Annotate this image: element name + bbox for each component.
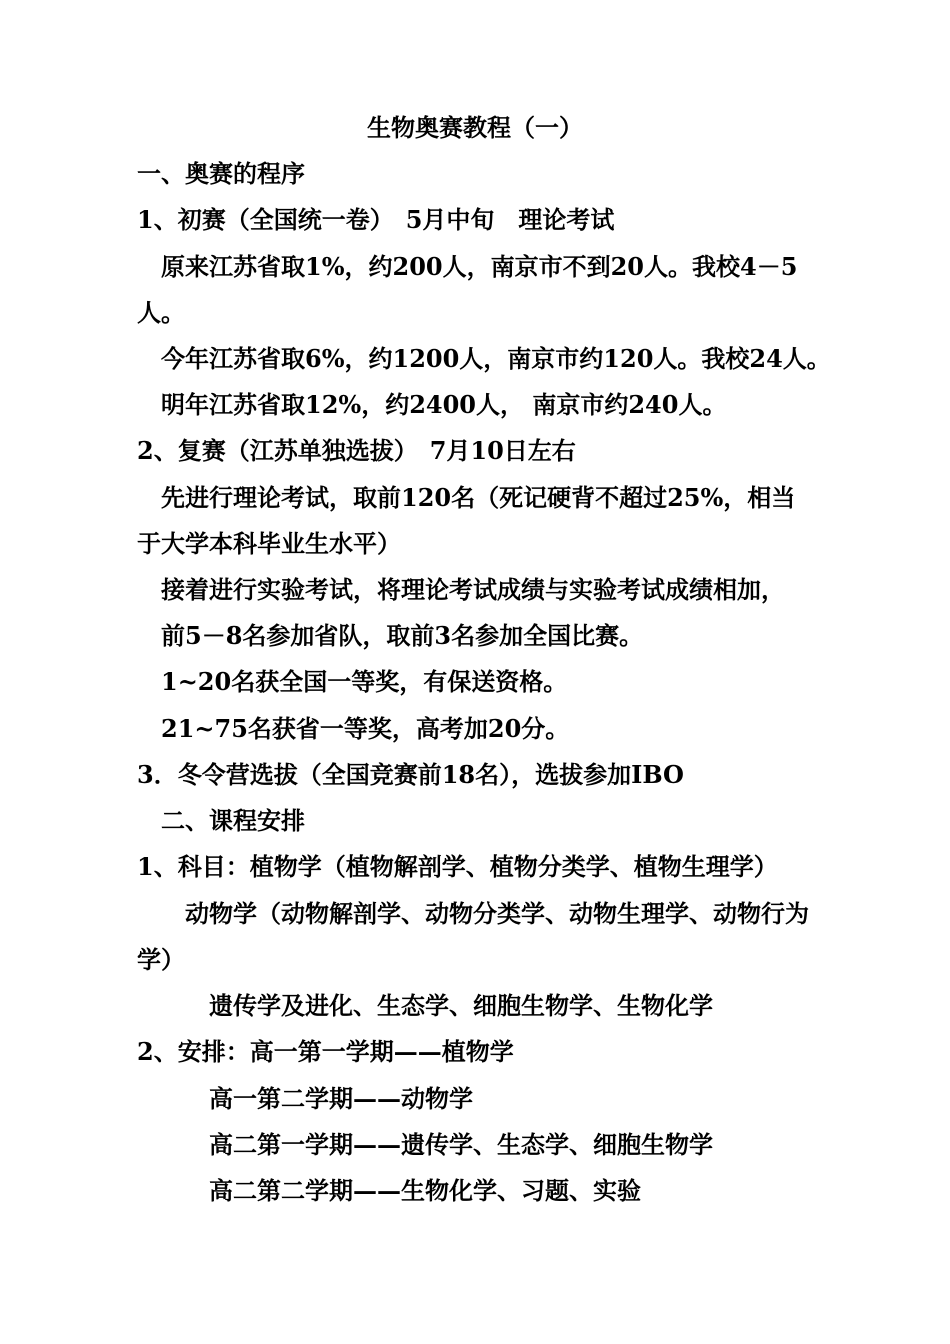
preliminary-round-heading: 1、初赛（全国统一卷） 5月中旬 理论考试 xyxy=(137,205,615,234)
section-heading-procedure: 一、奥赛的程序 xyxy=(137,159,305,188)
paragraph-line: 学） xyxy=(137,945,185,974)
paragraph-line: 遗传学及进化、生态学、细胞生物学、生物化学 xyxy=(137,991,713,1020)
paragraph-line: 今年江苏省取6%，约1200人，南京市约120人。我校24人。 xyxy=(137,344,831,373)
schedule-line: 高一第二学期——动物学 xyxy=(137,1084,473,1113)
paragraph-line: 动物学（动物解剖学、动物分类学、动物生理学、动物行为 xyxy=(137,899,809,928)
schedule-heading: 2、安排：高一第一学期——植物学 xyxy=(137,1037,514,1066)
paragraph-line: 明年江苏省取12%，约2400人， 南京市约240人。 xyxy=(137,390,727,419)
document-title: 生物奥赛教程（一） xyxy=(367,113,583,142)
schedule-line: 高二第二学期——生物化学、习题、实验 xyxy=(137,1176,641,1205)
paragraph-line: 于大学本科毕业生水平） xyxy=(137,529,401,558)
paragraph-line: 人。 xyxy=(137,298,185,327)
subjects-heading: 1、科目：植物学（植物解剖学、植物分类学、植物生理学） xyxy=(137,852,778,881)
paragraph-line: 先进行理论考试，取前120名（死记硬背不超过25%，相当 xyxy=(137,483,796,512)
schedule-line: 高二第一学期——遗传学、生态学、细胞生物学 xyxy=(137,1130,713,1159)
paragraph-line: 21~75名获省一等奖，高考加20分。 xyxy=(137,714,570,743)
paragraph-line: 原来江苏省取1%，约200人，南京市不到20人。我校4－5 xyxy=(137,252,798,281)
section-heading-curriculum: 二、课程安排 xyxy=(137,806,305,835)
winter-camp-heading: 3．冬令营选拔（全国竞赛前18名），选拔参加IBO xyxy=(137,760,684,789)
paragraph-line: 接着进行实验考试，将理论考试成绩与实验考试成绩相加， xyxy=(137,575,785,604)
paragraph-line: 1~20名获全国一等奖，有保送资格。 xyxy=(137,667,568,696)
paragraph-line: 前5－8名参加省队，取前3名参加全国比赛。 xyxy=(137,621,644,650)
second-round-heading: 2、复赛（江苏单独选拔） 7月10日左右 xyxy=(137,436,576,465)
